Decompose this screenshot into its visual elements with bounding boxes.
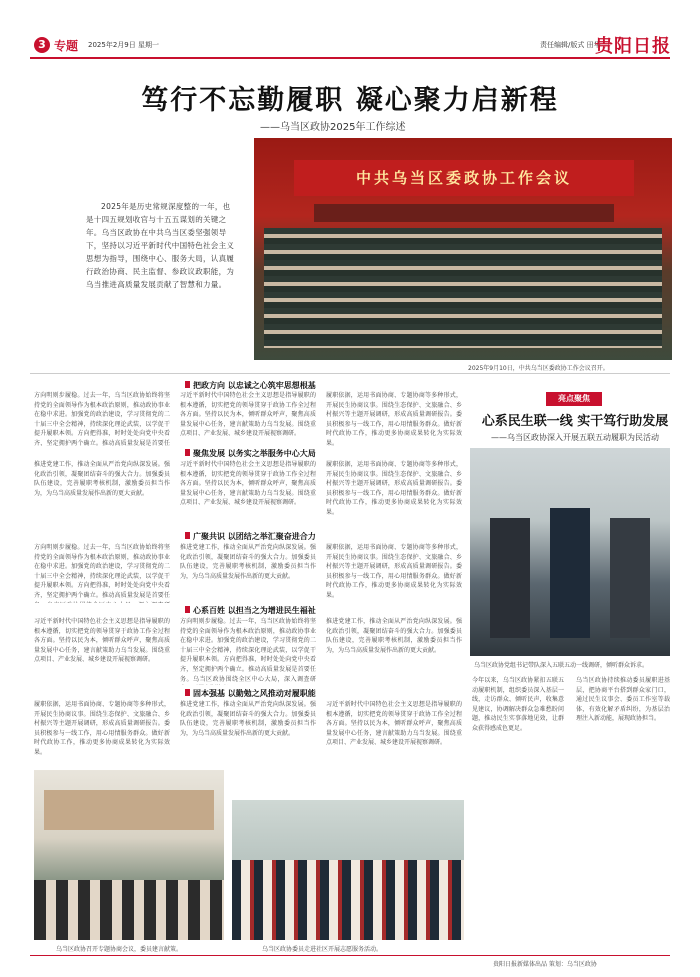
column-13: 履职依据，运用书面协商、专题协商等多种形式，开展民生协商议事。围绕生态保护、文旅融合、乡村振兴等主题开展调研，形成高质量调研报告。委员积极参与一线工作，用心用情服务群众。做好新时代政协工作，推动更多协商成果转化为实际效果。 — [34, 701, 170, 756]
highlight-tag: 亮点聚焦 — [546, 392, 602, 406]
column-11: 方向明则步履稳。过去一年，乌当区政协始终将坚持党的全面领导作为根本政治原则，推动政协事业在稳中求进。加强党的政治建设，学习贯彻党的二十届三中全会精神，持续深化理论武装，以学促干提升履职本领。方向把得准，时时处处向党中央看齐，坚定拥护两个确立。推动高质量发展是首要任务。乌当区政协围绕全区中心大局，深入调查研 — [180, 618, 316, 683]
column-14: 推进党建工作，推动全面从严治党向纵深发展。强化政治引领，凝聚团结奋斗的强大合力。加强委员队伍建设，完善履职考核机制，激励委员担当作为，为乌当高质量发展作出新的更大贡献。 — [180, 701, 316, 737]
page-header — [0, 0, 700, 58]
issue-date: 2025年2月9日 星期一 — [88, 41, 159, 49]
caption-bottom-middle: 乌当区政协委员走进社区开展志愿服务活动。 — [262, 946, 383, 953]
column-6: 履职依据，运用书面协商、专题协商等多种形式，开展民生协商议事。围绕生态保护、文旅融合、乡村振兴等主题开展调研，形成高质量调研报告。委员积极参与一线工作，用心用情服务群众。做好新时代政协工作，推动更多协商成果转化为实际效果。 — [326, 461, 462, 516]
meeting-photo — [254, 138, 672, 360]
intro-paragraph: 2025年是历史常规深度整的一年，也是十四五规划收官与十五五谋划的关键之年。乌当区政协在中共乌当区委坚强领导下，坚持以习近平新时代中国特色社会主义思想为指导，围绕中心、服务大局，认真履行政治协商、民主监督、参政议政职能，为乌当推进高质量发展贡献了智慧和力量。 — [86, 202, 235, 289]
right-column-2: 乌当区政协持续推动委员履职进基层，把协商平台搭到群众家门口，通过民生议事会、委员工作室等载体，有效化解矛盾纠纷，为基层治理注入新动能，展现政协担当。 — [576, 677, 670, 723]
section-heading-3: 广聚共识 以团结之举汇聚奋进合力 — [185, 531, 316, 542]
caption-bottom-left: 乌当区政协召开专题协商会议，委员建言献策。 — [56, 946, 183, 953]
consultation-photo — [34, 770, 224, 940]
subheadline: ——乌当区政协2025年工作综述 — [260, 122, 406, 133]
header-divider — [30, 57, 670, 59]
section-divider — [30, 373, 670, 374]
volunteer-photo — [232, 800, 464, 940]
column-1: 方向明则步履稳。过去一年，乌当区政协始终将坚持党的全面领导作为根本政治原则，推动政协事业在稳中求进。加强党的政治建设，学习贯彻党的二十届三中全会精神，持续深化理论武装，以学促干提升履职本领。方向把得准，时时处处向党中央看齐，坚定拥护两个确立。推动高质量发展是首要任 — [34, 392, 170, 446]
footer-divider — [30, 955, 670, 956]
meeting-banner: 中共乌当区委政协工作会议 — [294, 160, 634, 196]
visit-photo — [470, 448, 670, 656]
section-number-badge: 3 — [34, 37, 50, 53]
column-8: 推进党建工作，推动全面从严治党向纵深发展。强化政治引领，凝聚团结奋斗的强大合力。加强委员队伍建设，完善履职考核机制，激励委员担当作为，为乌当高质量发展作出新的更大贡献。 — [180, 544, 316, 580]
column-12: 推进党建工作，推动全面从严治党向纵深发展。强化政治引领，凝聚团结奋斗的强大合力。加强委员队伍建设，完善履职考核机制，激励委员担当作为，为乌当高质量发展作出新的更大贡献。 — [326, 618, 462, 654]
column-2: 习近平新时代中国特色社会主义思想是指导履职的根本遵循，切实把党的领导贯穿于政协工作全过程各方面。坚持以民为本，倾听群众呼声，聚焦高质量发展中心任务，建言献策助力乌当发展。围绕重点项目、产业发展、城乡建设开展视察调研。 — [180, 392, 316, 438]
column-10: 习近平新时代中国特色社会主义思想是指导履职的根本遵循，切实把党的领导贯穿于政协工作全过程各方面。坚持以民为本，倾听群众呼声，聚焦高质量发展中心任务，建言献策助力乌当发展。围绕重点项目、产业发展、城乡建设开展视察调研。 — [34, 618, 170, 664]
column-5: 习近平新时代中国特色社会主义思想是指导履职的根本遵循，切实把党的领导贯穿于政协工作全过程各方面。坚持以民为本，倾听群众呼声，聚焦高质量发展中心任务，建言献策助力乌当发展。围绕重点项目、产业发展、城乡建设开展视察调研。 — [180, 461, 316, 507]
section-heading-4: 心系百姓 以担当之为增进民生福祉 — [185, 605, 316, 616]
column-3: 履职依据，运用书面协商、专题协商等多种形式，开展民生协商议事。围绕生态保护、文旅融合、乡村振兴等主题开展调研，形成高质量调研报告。委员积极参与一线工作，用心用情服务群众。做好新时代政协工作，推动更多协商成果转化为实际效果。 — [326, 392, 462, 446]
editor-credit: 责任编辑/版式 田华 — [540, 41, 601, 49]
column-4: 推进党建工作，推动全面从严治党向纵深发展。强化政治引领，凝聚团结奋斗的强大合力。加强委员队伍建设，完善履职考核机制，激励委员担当作为，为乌当高质量发展作出新的更大贡献。 — [34, 461, 170, 497]
newspaper-logo: 贵阳日报 — [595, 36, 671, 57]
side-subheadline: ——乌当区政协深入开展五联五动履职为民活动 — [491, 433, 659, 442]
rostrum — [314, 204, 614, 222]
side-headline: 心系民生联一线 实干笃行助发展 — [481, 414, 669, 429]
section-label: 专题 — [54, 39, 79, 53]
right-column-1: 今年以来，乌当区政协紧扣五联五动履职机制，组织委员深入基层一线，走访群众、倾听民声，收集意见建议，协调解决群众急难愁盼问题，推动民生实事落地见效，让群众获得感成色更足。 — [472, 677, 564, 732]
audience-rows — [264, 228, 662, 348]
caption-right: 乌当区政协党组书记带队深入五联五动一线调研，倾听群众诉求。 — [474, 662, 649, 669]
section-heading-1: 把政方向 以忠诚之心筑牢思想根基 — [185, 380, 316, 391]
photo-caption: 2025年9月10日，中共乌当区委政协工作会议召开。 — [468, 365, 609, 372]
footer-credit: 贵阳日报新媒体出品 策划：乌当区政协 — [493, 961, 597, 968]
column-7: 方向明则步履稳。过去一年，乌当区政协始终将坚持党的全面领导作为根本政治原则，推动政协事业在稳中求进。加强党的政治建设，学习贯彻党的二十届三中全会精神，持续深化理论武装，以学促干提升履职本领。方向把得准，时时处处向党中央看齐，坚定拥护两个确立。推动高质量发展是首要任 — [34, 544, 170, 599]
column-15: 习近平新时代中国特色社会主义思想是指导履职的根本遵循，切实把党的领导贯穿于政协工作全过程各方面。坚持以民为本，倾听群众呼声，聚焦高质量发展中心任务，建言献策助力乌当发展。围绕重点项目、产业发展、城乡建设开展视察调研。 — [326, 701, 462, 747]
column-9: 履职依据，运用书面协商、专题协商等多种形式，开展民生协商议事。围绕生态保护、文旅融合、乡村振兴等主题开展调研，形成高质量调研报告。委员积极参与一线工作，用心用情服务群众。做好新时代政协工作，推动更多协商成果转化为实际效果。 — [326, 544, 462, 599]
section-heading-5: 固本强基 以勤勉之风推动对履职能 — [185, 688, 316, 699]
section-heading-2: 聚焦发展 以务实之举服务中心大局 — [185, 448, 316, 459]
headline: 笃行不忘勤履职 凝心聚力启新程 — [141, 85, 559, 116]
